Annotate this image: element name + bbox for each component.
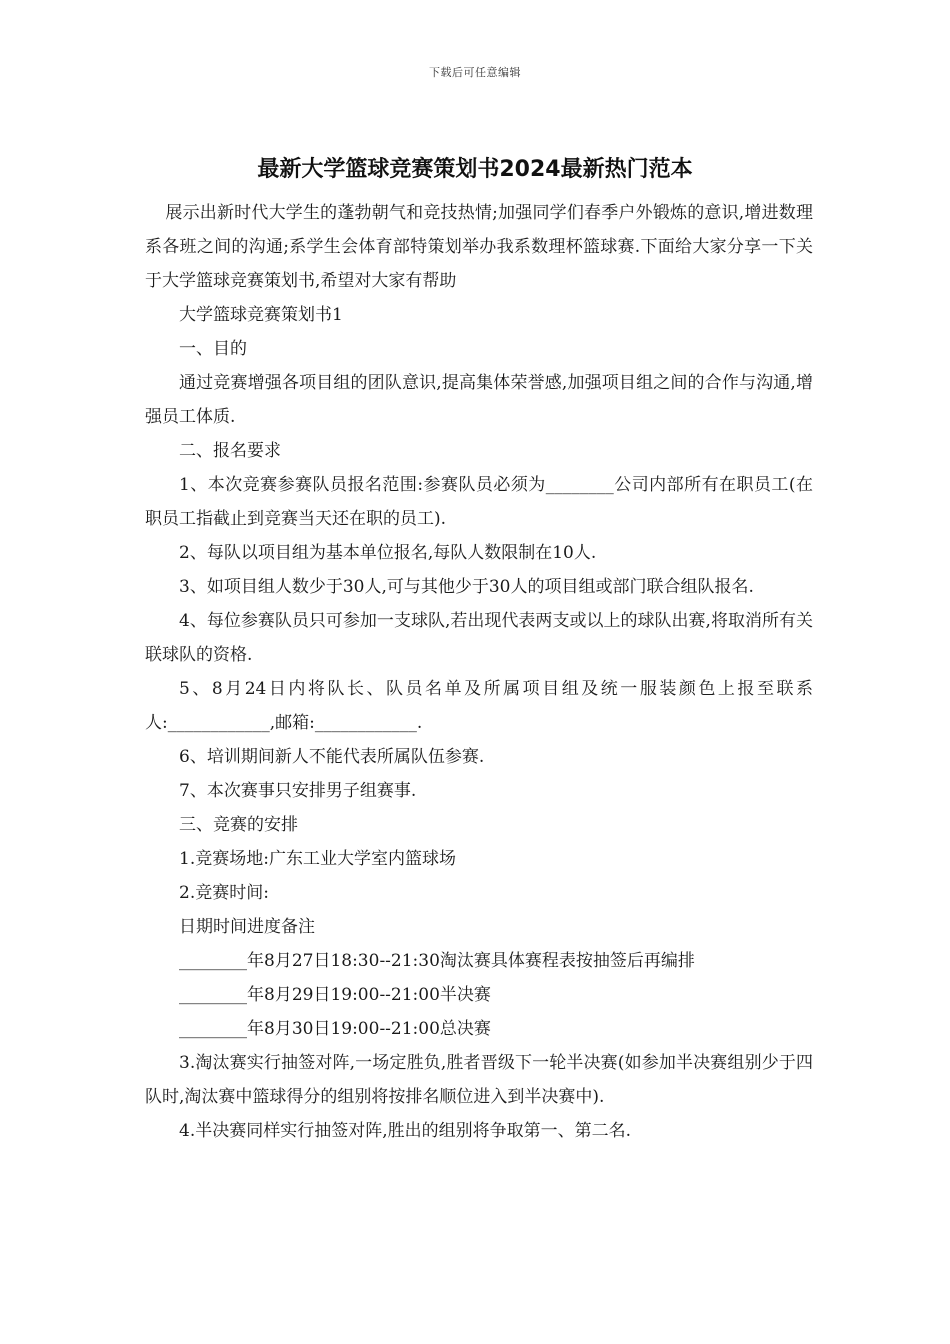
list-item: 1.竞赛场地:广东工业大学室内篮球场 (179, 849, 456, 869)
schedule-row: ________年8月30日19:00--21:00总决赛 (179, 1019, 491, 1039)
header-note: 下载后可任意编辑 (429, 66, 521, 79)
list-item: 3、如项目组人数少于30人,可与其他少于30人的项目组或部门联合组队报名. (179, 577, 754, 597)
section-heading: 一、目的 (179, 339, 247, 359)
section-heading: 三、竞赛的安排 (179, 815, 298, 835)
document-title: 最新大学篮球竞赛策划书2024最新热门范本 (257, 157, 693, 182)
list-item: 1、本次竞赛参赛队员报名范围:参赛队员必须为________公司内部所有在职员工(在职员工指截止到竞赛当天还在职的员工). (145, 475, 813, 529)
list-item: 2.竞赛时间: (179, 883, 269, 903)
schedule-row: ________年8月27日18:30--21:30淘汰赛具体赛程表按抽签后再编排 (179, 951, 695, 971)
document-body (145, 196, 813, 1148)
list-item: 4.半决赛同样实行抽签对阵,胜出的组别将争取第一、第二名. (179, 1121, 632, 1141)
list-item: 3.淘汰赛实行抽签对阵,一场定胜负,胜者晋级下一轮半决赛(如参加半决赛组别少于四队时,淘汰赛中篮球得分的组别将按排名顺位进入到半决赛中). (145, 1053, 813, 1107)
list-item: 2、每队以项目组为基本单位报名,每队人数限制在10人. (179, 543, 597, 563)
list-item: 7、本次赛事只安排男子组赛事. (179, 781, 417, 801)
schedule-row: ________年8月29日19:00--21:00半决赛 (179, 985, 491, 1005)
intro-paragraph: 展示出新时代大学生的蓬勃朝气和竞技热情;加强同学们春季户外锻炼的意识,增进数理系各班之间的沟通;系学生会体育部特策划举办我系数理杯篮球赛.下面给大家分享一下关于大学篮球竞赛策划书,希望对大家有帮助 (145, 203, 813, 291)
list-item: 6、培训期间新人不能代表所属队伍参赛. (179, 747, 485, 767)
body-paragraph: 通过竞赛增强各项目组的团队意识,提高集体荣誉感,加强项目组之间的合作与沟通,增强员工体质. (145, 373, 813, 427)
list-item: 4、每位参赛队员只可参加一支球队,若出现代表两支或以上的球队出赛,将取消所有关联球队的资格. (145, 611, 813, 665)
schedule-header: 日期时间进度备注 (179, 917, 315, 937)
list-item: 5、8月24日内将队长、队员名单及所属项目组及统一服装颜色上报至联系人:____________,邮箱:____________. (145, 679, 813, 733)
section-heading: 二、报名要求 (179, 441, 281, 461)
section-heading: 大学篮球竞赛策划书1 (179, 305, 343, 325)
